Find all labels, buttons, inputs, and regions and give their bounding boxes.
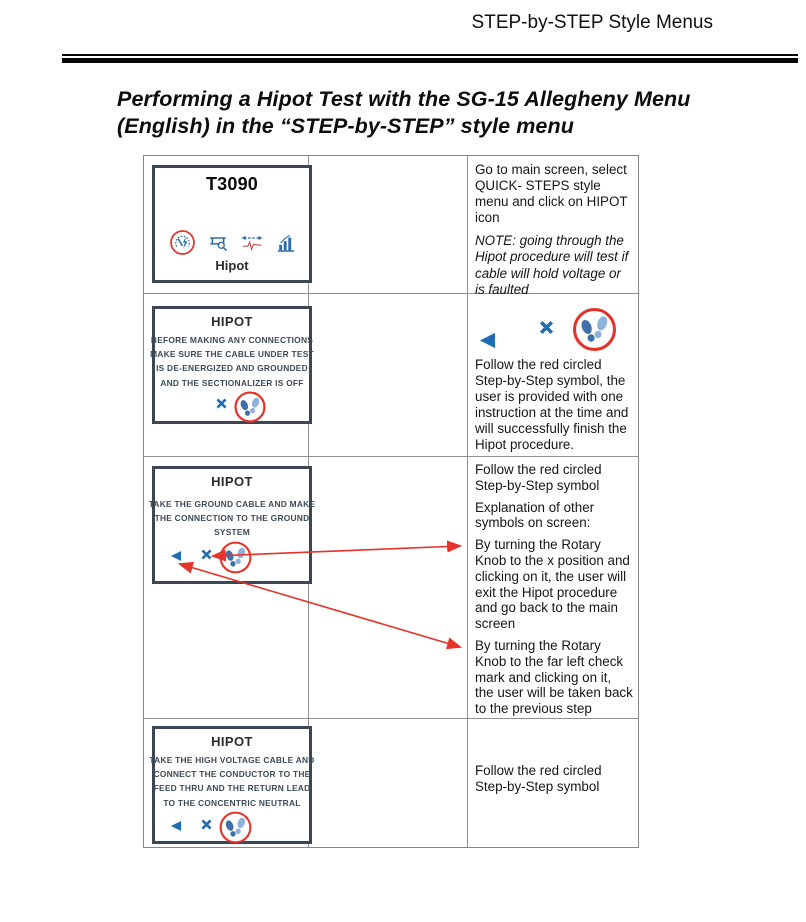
screen-body-line: FEED THRU AND THE RETURN LEAD: [153, 783, 311, 794]
screen-symbol-row: [155, 540, 309, 575]
cell-r1-screen: [144, 156, 309, 294]
screen-body-line: TO THE CONCENTRIC NEUTRAL: [163, 797, 301, 808]
screen-title: HIPOT: [211, 314, 253, 329]
main-menu-icon-row: [155, 229, 309, 256]
cell-r2-screen: [144, 294, 314, 457]
exit-x-icon: [538, 319, 555, 336]
steps-table: [143, 155, 639, 848]
screen-symbol-row: [155, 810, 309, 845]
hipot-gauge-icon: [169, 229, 196, 256]
document-title: [117, 86, 737, 140]
exit-x-icon: [215, 397, 228, 410]
fault-locator-icon: [208, 233, 228, 253]
header-divider: [62, 54, 798, 63]
screen-body-line: CONNECT THE CONDUCTOR TO THE: [153, 769, 311, 780]
device-screen-warning: [152, 306, 312, 424]
cell-r3-instructions: [468, 457, 638, 719]
cell-r3-spacer: [309, 457, 468, 719]
document-title-line1: Performing a Hipot Test with the SG-15 Allegheny Menu: [117, 87, 691, 111]
screen-title: HIPOT: [211, 734, 253, 749]
back-arrow-icon: [169, 549, 183, 563]
screen-body-line: THE CONNECTION TO THE GROUND: [154, 513, 310, 524]
screen-caption: Hipot: [215, 258, 249, 273]
tdr-waveform-icon: [240, 233, 264, 253]
bar-steps-icon: [276, 233, 296, 253]
instruction-text: Follow the red circled Step-by-Step symbol: [475, 462, 602, 493]
screen-body: [149, 753, 314, 810]
screen-body-line: BEFORE MAKING ANY CONNECTIONS: [150, 335, 314, 345]
step-by-step-footprints-icon: [218, 540, 253, 575]
cell-r2-spacer: [309, 294, 468, 457]
cell-r1-instructions: [468, 156, 638, 297]
screen-body-line: MAKE SURE THE CABLE UNDER TEST: [150, 349, 314, 360]
device-screen-main-menu: [152, 165, 312, 283]
cell-r4-screen: [144, 719, 315, 847]
instruction-text: Follow the red circled Step-by-Step symbol: [475, 763, 602, 795]
instruction-note: NOTE: going through the Hipot procedure will test if cable will hold voltage or is faulted: [475, 233, 629, 297]
instruction-text: Go to main screen, select QUICK- STEPS style menu and click on HIPOT icon: [475, 162, 628, 226]
back-arrow-icon: [169, 819, 183, 833]
screen-body-line: SYSTEM: [214, 527, 250, 538]
screen-symbol-row: [155, 390, 309, 424]
screen-title: T3090: [205, 174, 259, 194]
cell-r4-spacer: [309, 719, 468, 847]
screen-body: [150, 333, 314, 390]
cell-r4-instructions: [468, 719, 638, 847]
cell-r1-spacer: [309, 156, 468, 294]
screen-body-line: AND THE SECTIONALIZER IS OFF: [160, 377, 304, 388]
instruction-text-back-symbol: By turning the Rotary Knob to the far left check mark and clicking on it, the user will be taken back to the previous step: [475, 637, 633, 717]
cell-r3-screen: [144, 457, 316, 719]
step-by-step-footprints-icon: [233, 390, 267, 424]
step-by-step-footprints-icon: [571, 306, 618, 353]
screen-body-line: TAKE THE GROUND CABLE AND MAKE: [148, 499, 316, 509]
symbol-legend-strip: [468, 294, 638, 355]
screen-body: [149, 497, 316, 540]
device-screen-hv-connection: [149, 726, 315, 844]
page-header-title: STEP-by-STEP Style Menus: [471, 12, 713, 33]
back-arrow-icon: [477, 330, 498, 351]
exit-x-icon: [200, 818, 213, 831]
instruction-text: Explanation of other symbols on screen:: [475, 499, 595, 531]
screen-body-line: IS DE-ENERGIZED AND GROUNDED: [156, 363, 308, 374]
exit-x-icon: [200, 548, 213, 561]
document-title-line2: (English) in the “STEP-by-STEP” style menu: [117, 114, 574, 138]
cell-r2-instructions: [468, 294, 638, 457]
screen-title: HIPOT: [211, 474, 253, 489]
step-by-step-footprints-icon: [218, 810, 253, 845]
instruction-text-x-symbol: By turning the Rotary Knob to the x position and clicking on it, the user will exit the Hipot procedure and go back to the main screen: [475, 537, 630, 632]
instruction-text: Follow the red circled Step-by-Step symbol, the user is provided with one instruction at the time and will successfully finish the Hipot procedure.: [475, 357, 629, 453]
screen-body-line: TAKE THE HIGH VOLTAGE CABLE AND: [149, 755, 315, 765]
device-screen-ground-connection: [148, 466, 316, 584]
